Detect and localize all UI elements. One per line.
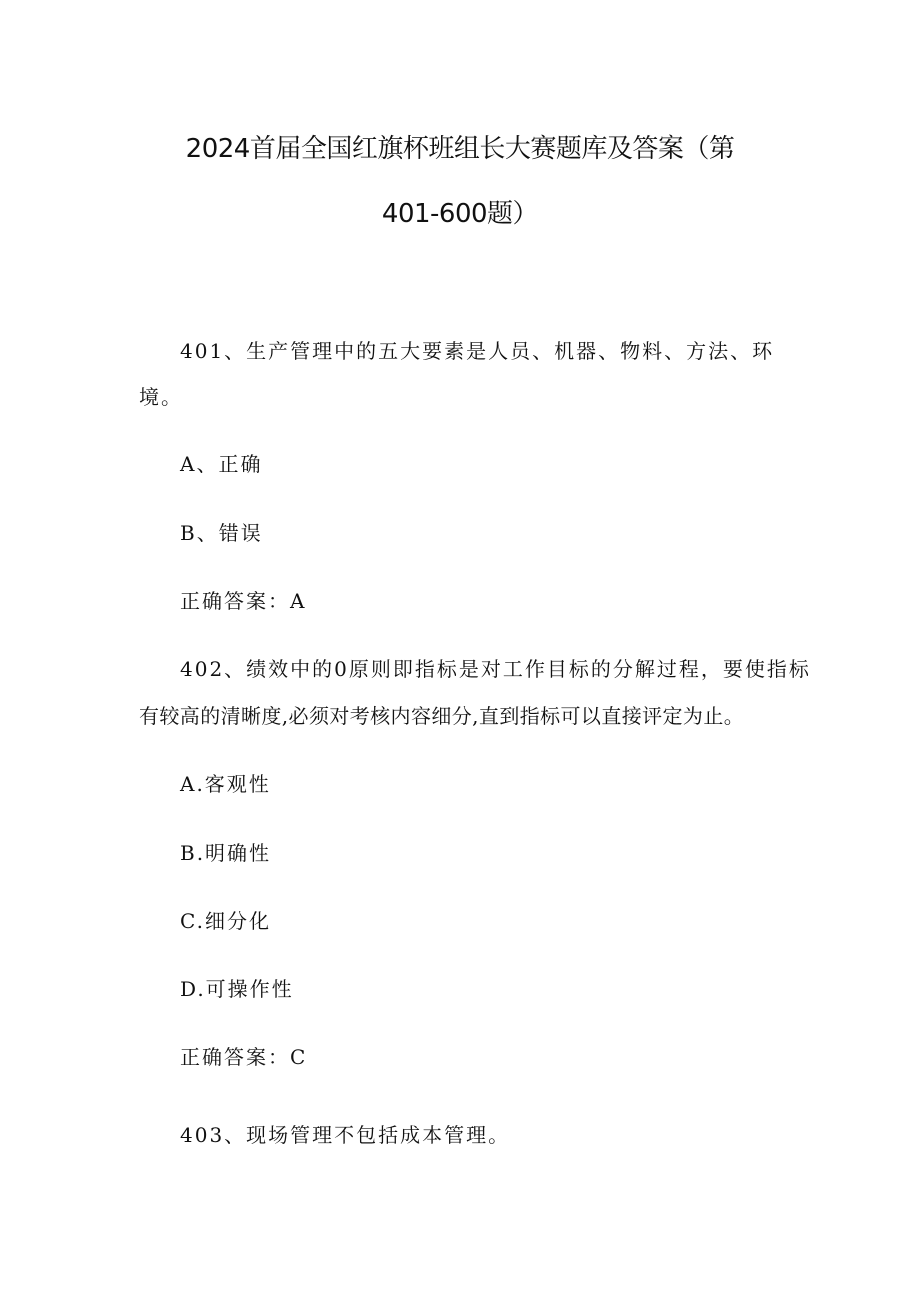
question-402-option-b: B.明确性 bbox=[180, 841, 272, 865]
question-401-stem-line-2: 境。 bbox=[139, 385, 183, 409]
document-title-line-1: 2024首届全国红旗杯班组长大赛题库及答案（第 bbox=[185, 134, 735, 164]
question-401-option-b: B、错误 bbox=[180, 521, 263, 545]
question-402-option-d: D.可操作性 bbox=[180, 977, 294, 1001]
question-401-stem-line-1: 401、生产管理中的五大要素是人员、机器、物料、方法、环 bbox=[180, 339, 775, 363]
question-402-option-c: C.细分化 bbox=[180, 909, 271, 933]
question-402-option-a: A.客观性 bbox=[180, 772, 271, 796]
question-402-answer: 正确答案：C bbox=[180, 1045, 308, 1069]
document-title-line-2: 401-600题） bbox=[381, 199, 539, 229]
question-402-stem-line-1: 402、绩效中的0原则即指标是对工作目标的分解过程，要使指标 bbox=[180, 657, 811, 681]
question-401-option-a: A、正确 bbox=[180, 452, 263, 476]
question-401-answer: 正确答案：A bbox=[180, 589, 307, 613]
question-402-stem-line-2: 有较高的清晰度,必须对考核内容细分,直到指标可以直接评定为止。 bbox=[139, 704, 745, 728]
question-403-stem-line-1: 403、现场管理不包括成本管理。 bbox=[180, 1123, 511, 1147]
